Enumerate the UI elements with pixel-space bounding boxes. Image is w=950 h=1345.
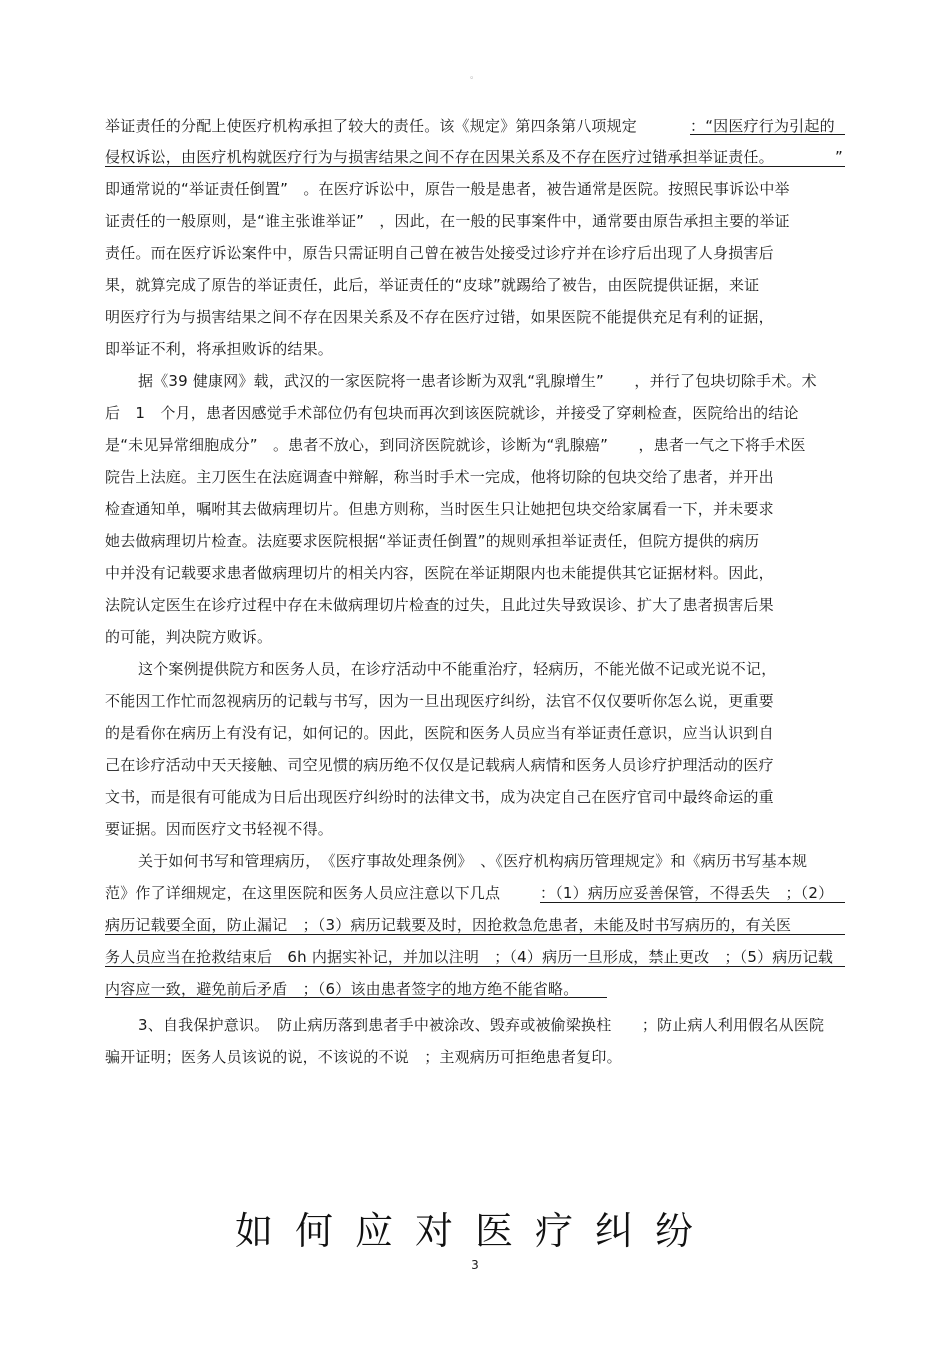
text-line: 举证责任的分配上使医疗机构承担了较大的责任。该《规定》第四条第八项规定 bbox=[105, 117, 638, 135]
text-line: 3、自我保护意识。 防止病历落到患者手中被涂改、毁弃或被偷梁换柱 ；防止病人利用假名从医院 bbox=[138, 1016, 825, 1034]
footer-title: 如何应对医疗纠纷 bbox=[234, 1209, 715, 1253]
text-line: 骗开证明；医务人员该说的说，不该说的不说 ；主观病历可拒绝患者复印。 bbox=[105, 1048, 622, 1066]
text-line: 内容应一致，避免前后矛盾 ；（6）该由患者签字的地方绝不能省略。 bbox=[105, 980, 579, 998]
text-line: 的可能，判决院方败诉。 bbox=[105, 628, 273, 646]
text-line: ：“因医疗行为引起的 bbox=[690, 117, 835, 135]
text-line: 要证据。因而医疗文书轻视不得。 bbox=[105, 820, 334, 838]
text-line: 她去做病理切片检查。法庭要求医院根据“举证责任倒置”的规则承担举证责任，但院方提供的病历 bbox=[105, 532, 760, 550]
text-line: 己在诊疗活动中天天接触、司空见惯的病历绝不仅仅是记载病人病情和医务人员诊疗护理活动的医疗 bbox=[105, 756, 774, 774]
text-line: 法院认定医生在诊疗过程中存在未做病理切片检查的过失，且此过失导致误诊、扩大了患者损害后果 bbox=[105, 596, 774, 614]
underline-rule bbox=[540, 902, 845, 903]
text-line: 不能因工作忙而忽视病历的记载与书写，因为一旦出现医疗纠纷，法官不仅仅要听你怎么说，更重要 bbox=[105, 692, 774, 710]
text-line: 据《39 健康网》载，武汉的一家医院将一患者诊断为双乳“乳腺增生” ，并行了包块切除手术。术 bbox=[138, 372, 817, 390]
text-line: 务人员应当在抢救结束后 6h 内据实补记，并加以注明 ；（4）病历一旦形成，禁止更改 ；（5）病历记载 bbox=[105, 948, 834, 966]
text-line: 检查通知单，嘱咐其去做病理切片。但患方则称，当时医生只让她把包块交给家属看一下，并未要求 bbox=[105, 500, 774, 518]
text-line: 范》作了详细规定，在这里医院和医务人员应注意以下几点 bbox=[105, 884, 501, 902]
text-line: 即举证不利，将承担败诉的结果。 bbox=[105, 340, 334, 358]
text-line: ：（1）病历应妥善保管，不得丢失 ；（2） bbox=[540, 884, 834, 902]
text-line: 这个案例提供院方和医务人员，在诊疗活动中不能重治疗，轻病历，不能光做不记或光说不记， bbox=[138, 660, 777, 678]
text-line: 即通常说的“举证责任倒置” 。在医疗诉讼中，原告一般是患者，被告通常是医院。按照民事诉讼中举 bbox=[105, 180, 790, 198]
text-line: 明医疗行为与损害结果之间不存在因果关系及不存在医疗过错，如果医院不能提供充足有利的证据， bbox=[105, 308, 774, 326]
text-line: 中并没有记载要求患者做病理切片的相关内容，医院在举证期限内也未能提供其它证据材料。因此， bbox=[105, 564, 774, 582]
text-line: ” bbox=[835, 148, 843, 166]
text-line: 关于如何书写和管理病历， 《医疗事故处理条例》 、《医疗机构病历管理规定》和《病历书写基本规 bbox=[138, 852, 808, 870]
text-line: 责任。而在医疗诉讼案件中，原告只需证明自己曾在被告处接受过诊疗并在诊疗后出现了人身损害后 bbox=[105, 244, 774, 262]
text-line: 果，就算完成了原告的举证责任，此后，举证责任的“皮球”就踢给了被告，由医院提供证据，来证 bbox=[105, 276, 760, 294]
text-line: 病历记载要全面，防止漏记 ；（3）病历记载要及时，因抢救急危患者，未能及时书写病历的，有关医 bbox=[105, 916, 792, 934]
underline-rule bbox=[105, 934, 845, 935]
underline-rule bbox=[105, 966, 845, 967]
underline-rule bbox=[690, 134, 845, 135]
text-line: 侵权诉讼，由医疗机构就医疗行为与损害结果之间不存在因果关系及不存在医疗过错承担举证责任。 bbox=[105, 148, 774, 166]
underline-rule bbox=[105, 997, 607, 998]
text-line: 证责任的一般原则，是“谁主张谁举证” ，因此，在一般的民事案件中，通常要由原告承担主要的举证 bbox=[105, 212, 790, 230]
text-line: 后 1 个月，患者因感觉手术部位仍有包块而再次到该医院就诊，并接受了穿刺检查，医院给出的结论 bbox=[105, 404, 799, 422]
header-mark: 。 bbox=[470, 71, 480, 81]
underline-rule bbox=[105, 166, 845, 167]
page-number: 3 bbox=[471, 1258, 479, 1272]
text-line: 的是看你在病历上有没有记，如何记的。因此，医院和医务人员应当有举证责任意识，应当认识到自 bbox=[105, 724, 774, 742]
text-line: 是“未见异常细胞成分” 。患者不放心，到同济医院就诊，诊断为“乳腺癌” ，患者一气之下将手术医 bbox=[105, 436, 806, 454]
text-line: 院告上法庭。主刀医生在法庭调查中辩解，称当时手术一完成，他将切除的包块交给了患者，并开出 bbox=[105, 468, 774, 486]
text-line: 文书，而是很有可能成为日后出现医疗纠纷时的法律文书，成为决定自己在医疗官司中最终命运的重 bbox=[105, 788, 774, 806]
